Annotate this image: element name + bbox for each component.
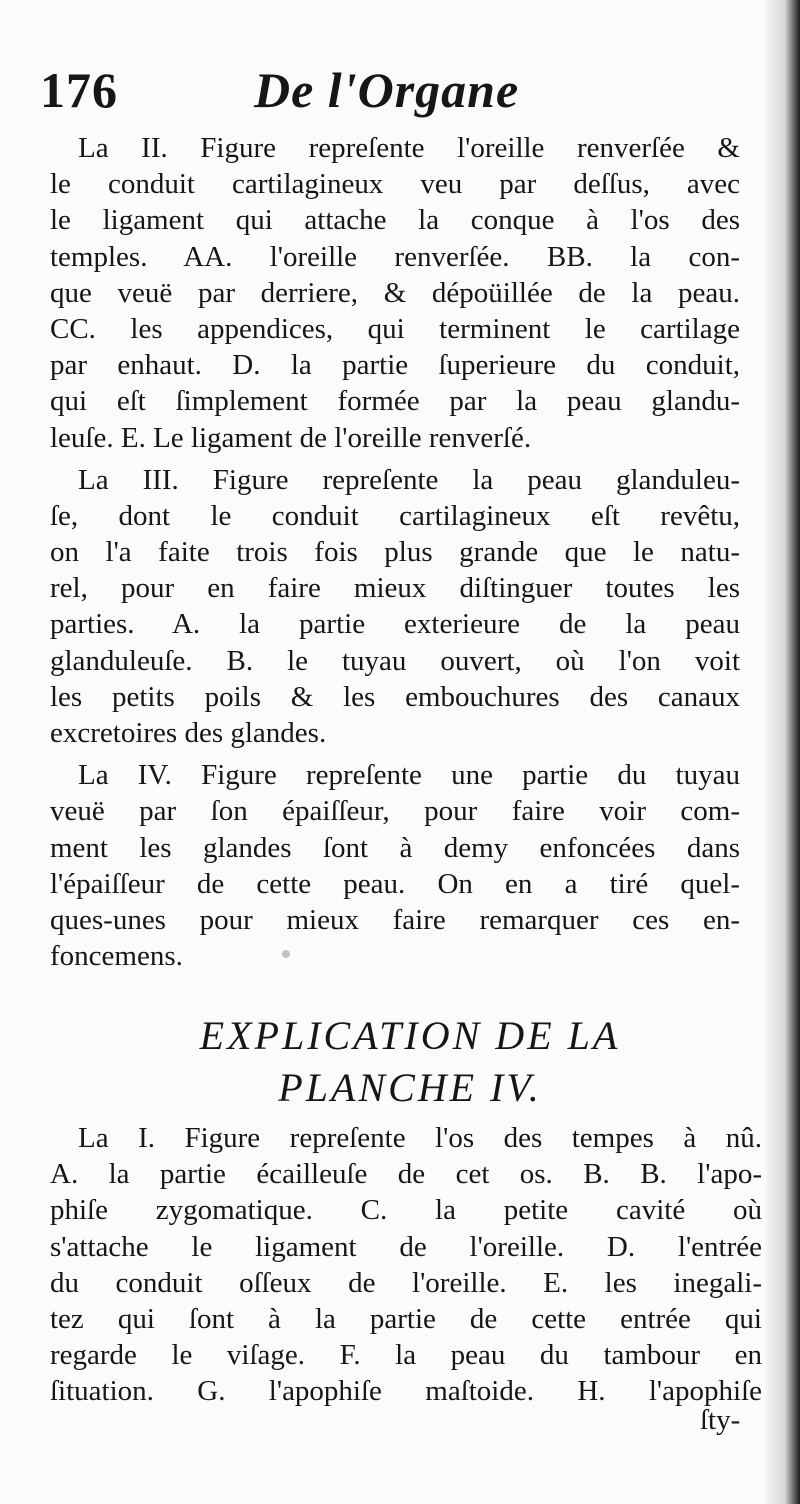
paragraph-figure-2 bbox=[50, 130, 740, 456]
text-line: phiſe zygomatique. C. la petite cavité où bbox=[50, 1194, 762, 1227]
text-line: La III. Figure repreſente la peau glanduleu- bbox=[78, 463, 740, 496]
text-line: s'attache le ligament de l'oreille. D. l'entrée bbox=[50, 1230, 762, 1263]
text-line: que veuë par derriere, & dépoüillée de la peau. bbox=[50, 276, 740, 309]
text-line: temples. AA. l'oreille renverſée. BB. la con- bbox=[50, 240, 740, 273]
text-line: A. la partie écailleuſe de cet os. B. B. l'apo- bbox=[50, 1158, 762, 1191]
catchword: ſty- bbox=[700, 1404, 741, 1436]
text-line: le ligament qui attache la conque à l'os des bbox=[50, 204, 740, 237]
section-body bbox=[50, 1120, 762, 1416]
text-line: glanduleuſe. B. le tuyau ouvert, où l'on voit bbox=[50, 644, 740, 677]
text-line: CC. les appendices, qui terminent le cartilage bbox=[50, 312, 740, 345]
text-line: foncemens. bbox=[50, 940, 183, 973]
paragraph-planche-4-figure-1 bbox=[50, 1120, 762, 1410]
ink-smudge bbox=[282, 950, 290, 958]
text-line: les petits poils & les embouchures des canaux bbox=[50, 680, 740, 713]
text-line: ſe, dont le conduit cartilagineux eſt revêtu, bbox=[50, 499, 740, 532]
page-number: 176 bbox=[40, 62, 118, 118]
paragraph-figure-3 bbox=[50, 462, 740, 752]
text-line: leuſe. E. Le ligament de l'oreille renverſé. bbox=[50, 421, 532, 454]
section-heading-line: PLANCHE IV. bbox=[278, 1065, 542, 1110]
text-line: ſituation. G. l'apophiſe maſtoide. H. l'apophiſe bbox=[50, 1375, 762, 1408]
body-text bbox=[50, 130, 740, 980]
text-line: rel, pour en faire mieux diſtinguer toutes les bbox=[50, 572, 740, 605]
text-line: on l'a faite trois fois plus grande que le natu- bbox=[50, 536, 740, 569]
paragraph-figure-4 bbox=[50, 757, 740, 974]
text-line: ques-unes pour mieux faire remarquer ces en- bbox=[50, 903, 740, 936]
text-line: excretoires des glandes. bbox=[50, 717, 327, 749]
page-edge-shadow bbox=[766, 0, 800, 1504]
text-line: parties. A. la partie exterieure de la peau bbox=[50, 608, 740, 641]
text-line: du conduit oſſeux de l'oreille. E. les inegali- bbox=[50, 1266, 762, 1299]
text-line: veuë par ſon épaiſſeur, pour faire voir com- bbox=[50, 795, 740, 828]
text-line: La IV. Figure repreſente une partie du tuyau bbox=[78, 759, 740, 792]
text-line: regarde le viſage. F. la peau du tambour en bbox=[50, 1339, 762, 1372]
section-heading bbox=[60, 1010, 760, 1114]
text-line: le conduit cartilagineux veu par deſſus, avec bbox=[50, 168, 740, 201]
text-line: ment les glandes ſont à demy enfoncées dans bbox=[50, 831, 740, 864]
running-head: De l'Organe bbox=[254, 62, 520, 118]
text-line: l'épaiſſeur de cette peau. On en a tiré quel- bbox=[50, 867, 740, 900]
page-header bbox=[40, 60, 740, 130]
text-line: La I. Figure repreſente l'os des tempes à nû. bbox=[78, 1122, 762, 1154]
text-line: La II. Figure repreſente l'oreille renverſée & bbox=[78, 132, 740, 164]
text-line: tez qui ſont à la partie de cette entrée qui bbox=[50, 1302, 762, 1335]
text-line: qui eſt ſimplement formée par la peau glandu- bbox=[50, 385, 740, 418]
section-heading-line: EXPLICATION DE LA bbox=[199, 1013, 621, 1058]
text-line: par enhaut. D. la partie ſuperieure du conduit, bbox=[50, 349, 740, 382]
